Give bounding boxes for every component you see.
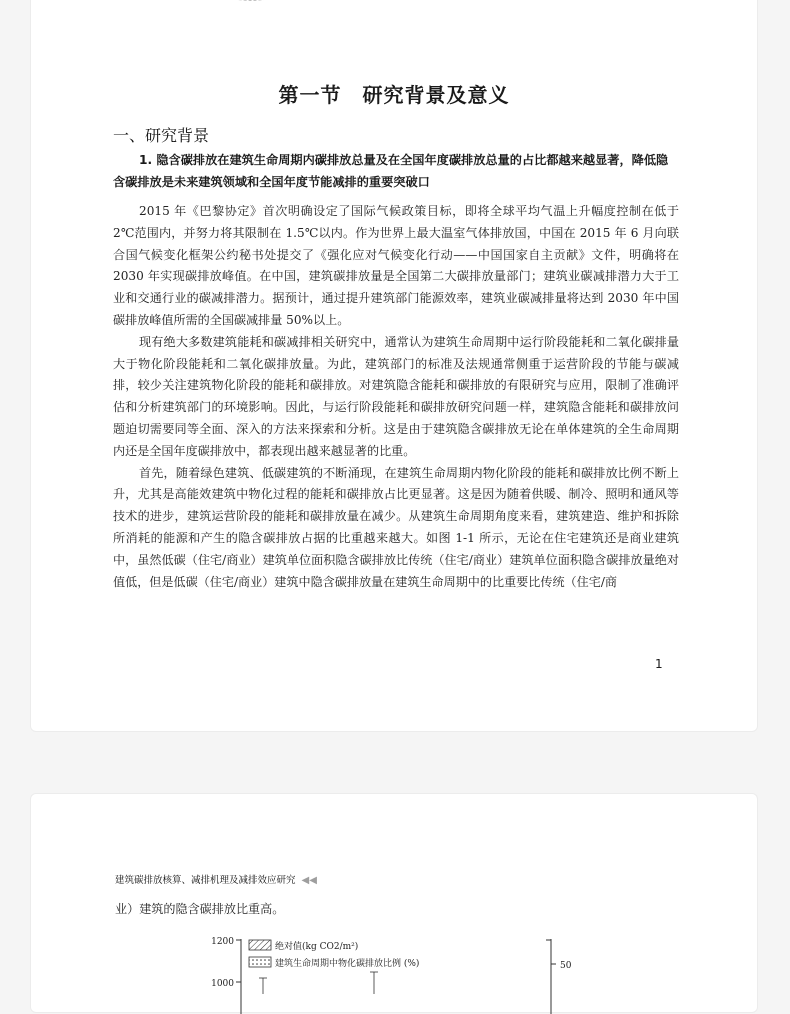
page-number: 1 <box>655 657 663 671</box>
heading: 一、研究背景 <box>113 126 210 145</box>
y-tick-label-1200: 1200 <box>211 937 234 947</box>
y-tick-label-1000: 1000 <box>211 979 234 989</box>
legend-swatch-absolute <box>249 940 271 950</box>
running-head-text: 建筑碳排放核算、减排机理及减排效应研究 <box>115 875 296 886</box>
paragraph-2: 现有绝大多数建筑能耗和碳减排相关研究中，通常认为建筑生命周期中运行阶段能耗和二氧化碳排量大于物化阶段能耗和二氧化碳排放量。为此，建筑部门的标准及法规通常侧重于运营阶段的节能与碳减排，较少关注建筑物化阶段的能耗和碳排放。对建筑隐含能耗和碳排放的有限研究与应用，限制了准确评估和分析建筑部门的环境影响。因此，与运行阶段能耗和碳排放研究问题一样，建筑隐含能耗和碳排放问题迫切需要同等全面、深入的方法来探索和分析。这是由于建筑隐含碳排放无论在单体建筑的全生命周期内还是全国年度碳排放中，都表现出越来越显著的比重。 <box>113 334 679 458</box>
page-1 <box>30 0 758 732</box>
legend-swatch-ratio <box>249 957 271 967</box>
y-right-tick-label-50: 50 <box>560 961 572 971</box>
page-2 <box>30 793 758 1013</box>
body-text <box>113 201 679 593</box>
paragraph-1: 2015 年《巴黎协定》首次明确设定了国际气候政策目标，即将全球平均气温上升幅度控制在低于 2℃范围内，并努力将其限制在 1.5℃以内。作为世界上最大温室气体排放国，中国在 2015 年 6 月向联合国气候变化框架公约秘书处提交了《强化应对气候变化行动——中国国家自主贡献》文件，明确将在 2030 年实现碳排放峰值。在中国，建筑碳排放量是全国第二大碳排放量部门；建筑业碳减排潜力大于工业和交通行业的碳减排潜力。据预计，通过提升建筑部门能源效率，建筑业碳减排量将达到 2030 年中国碳排放峰值所需的全国碳减排量 50%以上。 <box>113 204 679 327</box>
double-left-arrow-icon: ◀◀ <box>301 875 317 886</box>
continuation-text: 业）建筑的隐含碳排放比重高。 <box>115 902 285 916</box>
subheading: 1. 隐含碳排放在建筑生命周期内碳排放总量及在全国年度碳排放总量的占比都越来越显著，降低隐含碳排放是未来建筑领域和全国年度节能减排的重要突破口 <box>113 153 669 189</box>
legend-label-ratio: 建筑生命周期中物化碳排放比例 (%) <box>275 959 420 969</box>
figure-chart <box>31 794 759 1014</box>
decorative-arc <box>195 0 307 1</box>
paragraph-3: 首先，随着绿色建筑、低碳建筑的不断涌现，在建筑生命周期内物化阶段的能耗和碳排放比例不断上升，尤其是高能效建筑中物化过程的能耗和碳排放占比更显著。这是因为随着供暖、制冷、照明和通风等技术的进步，建筑运营阶段的能耗和碳排放量在减少。从建筑生命周期角度来看，建筑建造、维护和拆除所消耗的能源和产生的隐含碳排放占据的比重越来越大。如图 1-1 所示，无论在住宅建筑还是商业建筑中，虽然低碳（住宅/商业）建筑单位面积隐含碳排放比传统（住宅/商业）建筑单位面积隐含碳排放量绝对值低，但是低碳（住宅/商业）建筑中隐含碳排放量在建筑生命周期中的比重要比传统（住宅/商 <box>113 465 679 589</box>
legend-label-absolute: 绝对值(kg CO2/m²) <box>275 942 359 952</box>
section-title: 第一节 研究背景及意义 <box>278 83 510 107</box>
